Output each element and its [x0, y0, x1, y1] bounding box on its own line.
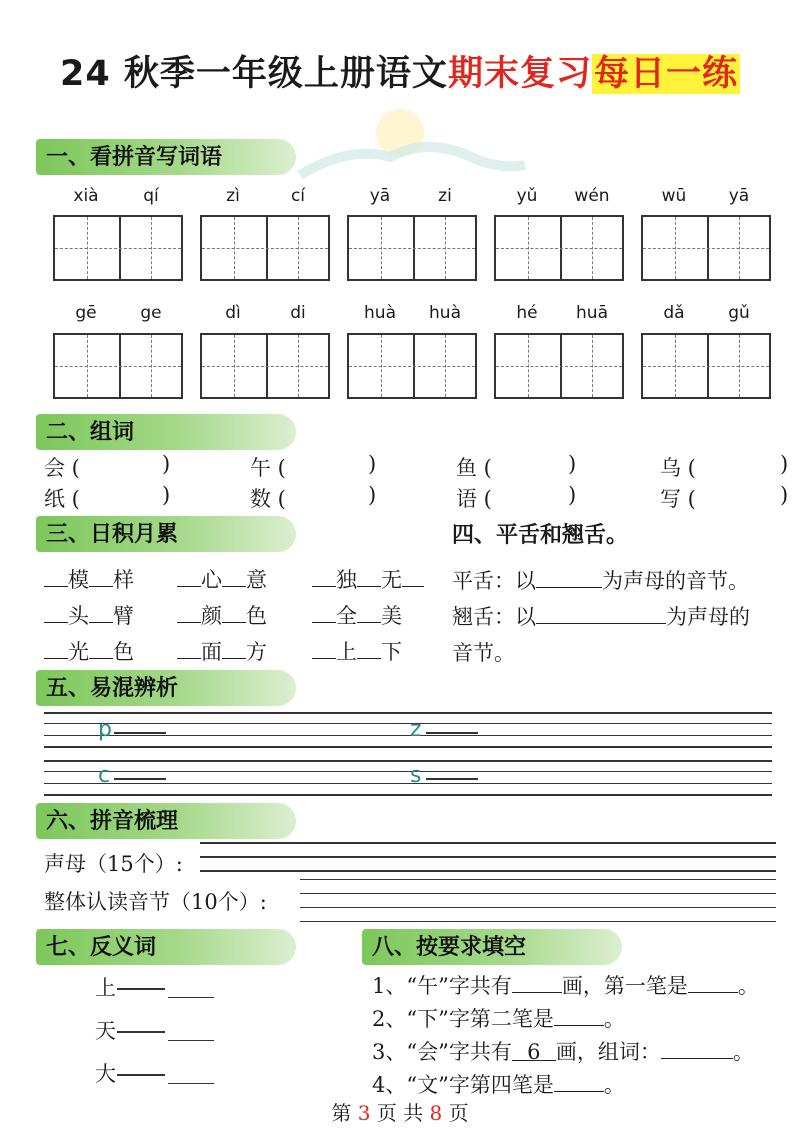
writing-grid[interactable]: [53, 215, 183, 281]
idiom-blank[interactable]: [177, 602, 201, 623]
writing-grid[interactable]: [53, 333, 183, 399]
idiom-char: 心: [201, 568, 222, 592]
idiom-char: 光: [68, 640, 89, 664]
flat-tongue-suffix: 为声母的音节。: [602, 569, 749, 593]
word-blank-close[interactable]: ): [780, 452, 789, 476]
writing-grid[interactable]: [200, 333, 330, 399]
fill-item-3-end: 。: [732, 1040, 754, 1064]
section-1-heading: 一、看拼音写词语: [36, 139, 296, 175]
writing-line[interactable]: [200, 842, 776, 844]
fill-item-1: [372, 970, 759, 1000]
word-blank-close[interactable]: ): [780, 483, 789, 507]
fill-item-1-blank-b[interactable]: [688, 972, 738, 993]
pinyin-label: huà: [364, 303, 396, 323]
writing-grid[interactable]: [641, 215, 771, 281]
idiom-blank[interactable]: [44, 638, 68, 659]
idiom-item: [177, 636, 267, 666]
idiom-blank[interactable]: [177, 638, 201, 659]
idiom-char: 色: [246, 604, 267, 628]
retroflex-suffix: 为声母的: [666, 605, 750, 629]
word-blank-close[interactable]: ): [368, 452, 377, 476]
pinyin-label: huā: [576, 303, 608, 323]
idiom-blank[interactable]: [222, 638, 246, 659]
staff-line: [44, 746, 772, 748]
idiom-char: 样: [113, 568, 134, 592]
pinyin-label: zi: [438, 186, 452, 206]
fill-item-3-value[interactable]: 6: [512, 1040, 556, 1061]
idiom-item: [312, 600, 402, 630]
writing-grid[interactable]: [347, 215, 477, 281]
idiom-char: 头: [68, 604, 89, 628]
confusable-letter: c: [98, 763, 111, 788]
idiom-blank[interactable]: [89, 602, 113, 623]
title-highlight: 每日一练: [593, 54, 738, 94]
pinyin-label: qí: [143, 186, 159, 206]
idiom-char: 方: [246, 640, 267, 664]
writing-grid[interactable]: [494, 215, 624, 281]
word-char: 会 (: [44, 456, 80, 480]
fill-item-3: [372, 1036, 754, 1066]
fill-item-1-text-b: 画，第一笔是: [561, 974, 688, 998]
idiom-blank[interactable]: [357, 602, 381, 623]
fill-item-2-blank[interactable]: [554, 1005, 604, 1026]
fill-item-4: [372, 1069, 625, 1099]
letter-dash: [426, 778, 478, 780]
idiom-blank[interactable]: [357, 566, 381, 587]
retroflex-label: 翘舌：以: [452, 605, 536, 629]
pinyin-label: hé: [516, 303, 538, 323]
fill-item-1-end: 。: [737, 974, 759, 998]
pinyin-label: di: [290, 303, 306, 323]
idiom-char: 无: [381, 568, 402, 592]
pinyin-label: yā: [369, 186, 391, 206]
pinyin-label: yǔ: [516, 186, 538, 206]
word-char: 写 (: [660, 487, 696, 511]
fill-item-4-blank[interactable]: [554, 1071, 604, 1092]
antonym-dash: [117, 988, 165, 990]
word-char: 鱼 (: [456, 456, 492, 480]
fill-item-1-text: 1、“午”字共有: [372, 974, 512, 998]
section-5-heading: 五、易混辨析: [36, 670, 296, 706]
fill-item-1-blank-a[interactable]: [512, 972, 562, 993]
idiom-blank[interactable]: [222, 566, 246, 587]
pinyin-label: cí: [290, 186, 306, 206]
word-blank-close[interactable]: ): [162, 452, 171, 476]
page-total: 8: [429, 1101, 443, 1125]
writing-line[interactable]: [300, 921, 776, 922]
antonym-blank[interactable]: [168, 997, 214, 998]
pinyin-label: ge: [140, 303, 162, 323]
antonym-word: 大: [95, 1062, 116, 1086]
writing-line[interactable]: [300, 907, 776, 908]
idiom-blank[interactable]: [177, 566, 201, 587]
idiom-item: [177, 600, 267, 630]
fill-item-3-text-b: 画，组词：: [555, 1040, 661, 1064]
fill-item-2: [372, 1003, 625, 1033]
letter-dash: [426, 732, 478, 734]
footer-prefix: 第: [331, 1101, 352, 1125]
page-number: 3: [357, 1101, 371, 1125]
antonym-dash: [117, 1074, 165, 1076]
writing-line[interactable]: [200, 870, 776, 872]
confusable-letter: s: [410, 763, 422, 788]
writing-grid[interactable]: [641, 333, 771, 399]
pinyin-label: dǎ: [663, 303, 685, 323]
idiom-char: 独: [336, 568, 357, 592]
writing-line[interactable]: [300, 893, 776, 894]
section-4-heading: 四、平舌和翘舌。: [452, 522, 629, 548]
word-blank-close[interactable]: ): [368, 483, 377, 507]
section-6-heading: 六、拼音梳理: [36, 803, 296, 839]
idiom-item: [44, 636, 134, 666]
idiom-blank[interactable]: [312, 566, 336, 587]
antonym-word: 上: [95, 976, 116, 1000]
word-char: 午 (: [250, 456, 286, 480]
idiom-item: [44, 564, 134, 594]
footer-suffix: 页: [448, 1101, 469, 1125]
footer-middle: 页 共: [376, 1101, 424, 1125]
word-char: 语 (: [456, 487, 492, 511]
pinyin-label: xià: [73, 186, 99, 206]
staff-line: [44, 783, 772, 784]
idiom-blank[interactable]: [402, 566, 424, 587]
staff-line: [44, 723, 772, 724]
idiom-blank[interactable]: [357, 638, 381, 659]
initials-label: 声母（15个）:: [44, 852, 183, 876]
retroflex-blank[interactable]: [536, 603, 666, 624]
flat-tongue-blank[interactable]: [536, 567, 602, 588]
pinyin-label: wū: [661, 186, 687, 206]
idiom-char: 颜: [201, 604, 222, 628]
pinyin-label: wén: [574, 186, 610, 206]
writing-line[interactable]: [300, 879, 776, 880]
idiom-char: 下: [381, 640, 402, 664]
idiom-blank[interactable]: [312, 602, 336, 623]
letter-dash: [114, 778, 166, 780]
staff-line: [44, 760, 772, 762]
word-blank-close[interactable]: ): [162, 483, 171, 507]
fill-item-4-end: 。: [603, 1073, 625, 1097]
idiom-item: [312, 636, 402, 666]
section-8-heading: 八、按要求填空: [362, 929, 622, 965]
idiom-item: [177, 564, 267, 594]
fill-item-3-text: 3、“会”字共有: [372, 1040, 512, 1064]
antonym-word: 天: [95, 1019, 116, 1043]
idiom-item: [44, 600, 134, 630]
confusable-letter: p: [98, 717, 112, 742]
idiom-char: 色: [113, 640, 134, 664]
mountain-decoration: [290, 95, 530, 185]
pinyin-label: zì: [226, 186, 240, 206]
antonym-dash: [117, 1031, 165, 1033]
section-7-heading: 七、反义词: [36, 929, 296, 965]
section-2-heading: 二、组词: [36, 414, 296, 450]
fill-item-3-blank[interactable]: [661, 1038, 733, 1059]
idiom-blank[interactable]: [312, 638, 336, 659]
writing-grid[interactable]: [494, 333, 624, 399]
pinyin-label: yā: [728, 186, 750, 206]
staff-line: [44, 735, 772, 736]
whole-syllables-label: 整体认读音节（10个）:: [44, 890, 267, 914]
writing-grid[interactable]: [200, 215, 330, 281]
idiom-char: 美: [381, 604, 402, 628]
idiom-blank[interactable]: [222, 602, 246, 623]
title-red: 期末复习: [447, 54, 592, 94]
flat-tongue-line: [452, 565, 749, 595]
idiom-char: 意: [246, 568, 267, 592]
idiom-char: 上: [336, 640, 357, 664]
flat-tongue-label: 平舌：以: [452, 569, 536, 593]
word-char: 数 (: [250, 487, 286, 511]
word-char: 乌 (: [660, 456, 696, 480]
page-title: [0, 46, 800, 96]
retroflex-line-end: 音节。: [452, 641, 515, 665]
title-main: 24 秋季一年级上册语文: [60, 54, 448, 94]
pinyin-label: gē: [75, 303, 97, 323]
antonym-blank[interactable]: [168, 1083, 214, 1084]
section-3-heading: 三、日积月累: [36, 516, 296, 552]
staff-line: [44, 794, 772, 796]
fill-item-2-end: 。: [603, 1007, 625, 1031]
idiom-char: 面: [201, 640, 222, 664]
idiom-item: [312, 564, 424, 594]
fill-item-4-text: 4、“文”字第四笔是: [372, 1073, 554, 1097]
idiom-char: 模: [68, 568, 89, 592]
word-blank-close[interactable]: ): [568, 483, 577, 507]
fill-item-2-text: 2、“下”字第二笔是: [372, 1007, 554, 1031]
staff-line: [44, 712, 772, 714]
letter-dash: [114, 732, 166, 734]
antonym-blank[interactable]: [168, 1040, 214, 1041]
page-footer: [0, 1097, 800, 1126]
staff-line: [44, 771, 772, 772]
idiom-blank[interactable]: [89, 566, 113, 587]
idiom-blank[interactable]: [44, 602, 68, 623]
word-blank-close[interactable]: ): [568, 452, 577, 476]
word-char: 纸 (: [44, 487, 80, 511]
pinyin-label: gǔ: [728, 303, 750, 323]
idiom-blank[interactable]: [44, 566, 68, 587]
idiom-char: 全: [336, 604, 357, 628]
retroflex-line: [452, 601, 750, 631]
idiom-blank[interactable]: [89, 638, 113, 659]
pinyin-label: huà: [429, 303, 461, 323]
writing-grid[interactable]: [347, 333, 477, 399]
writing-line[interactable]: [200, 856, 776, 858]
idiom-char: 臂: [113, 604, 134, 628]
confusable-letter: z: [410, 717, 422, 742]
pinyin-label: dì: [225, 303, 241, 323]
